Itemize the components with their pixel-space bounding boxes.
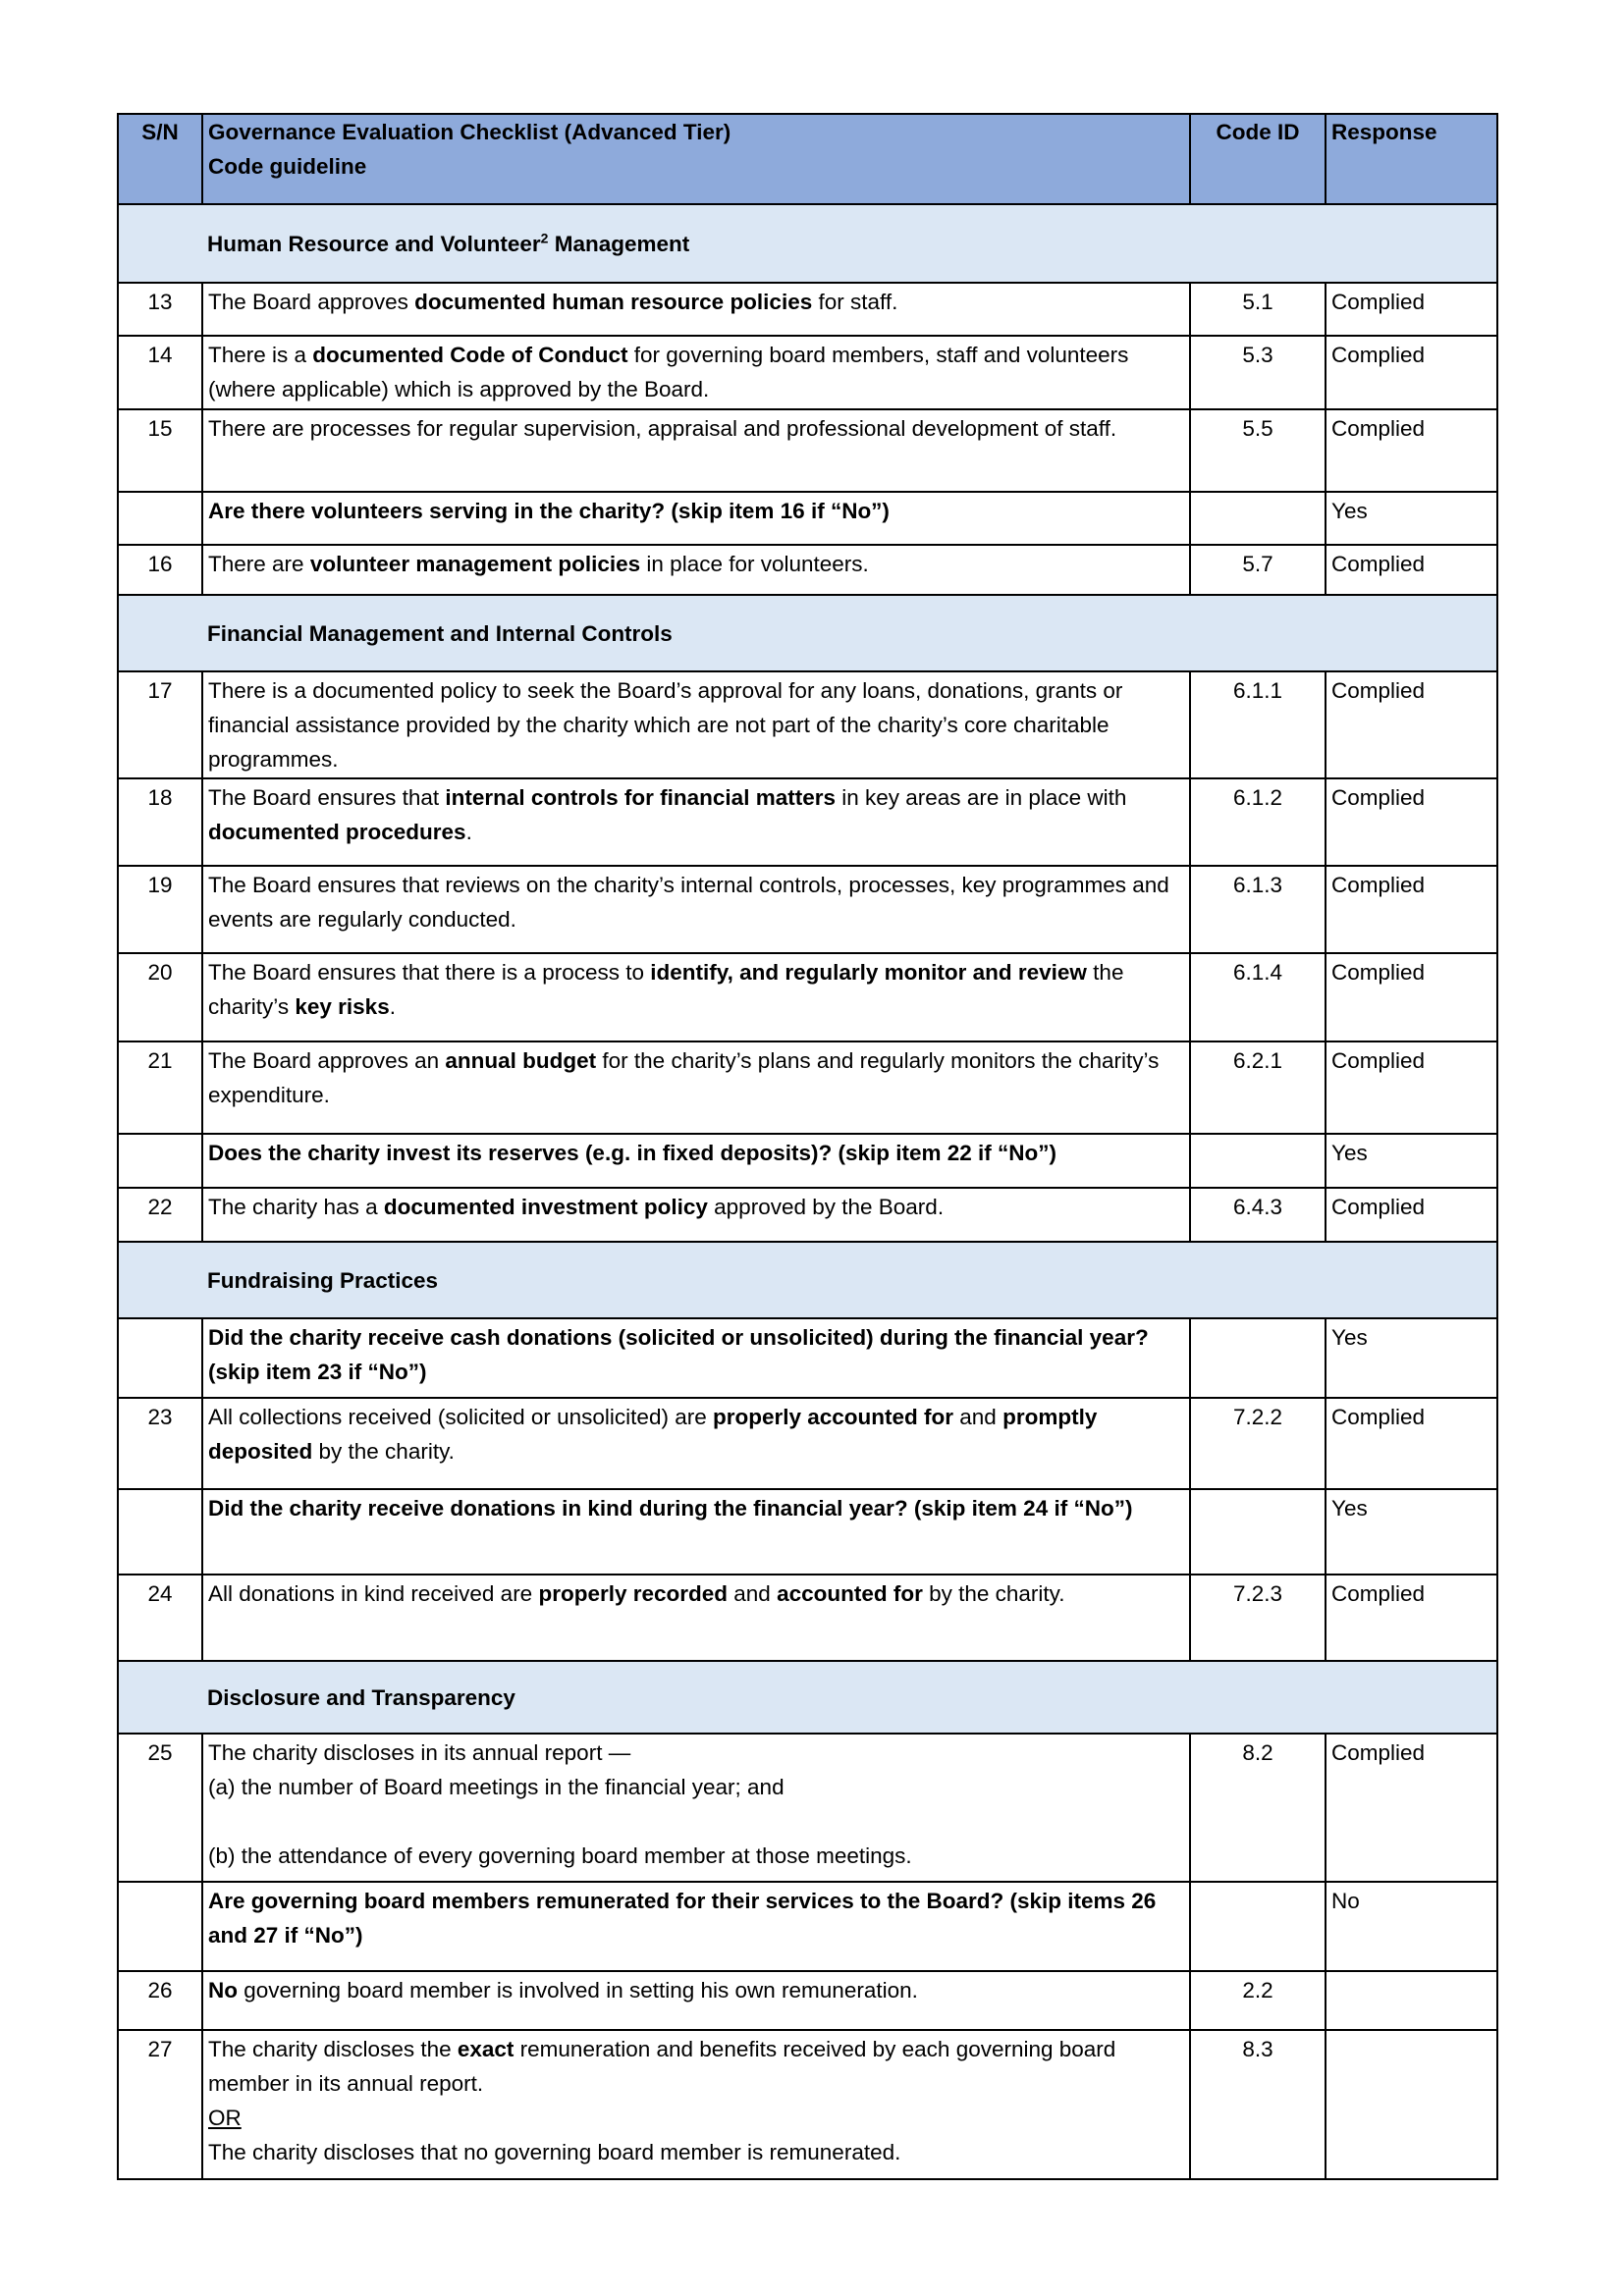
response-cell: Yes xyxy=(1326,1489,1497,1575)
table-row: 26 No governing board member is involved in setting his own remuneration. 2.2 xyxy=(118,1971,1497,2030)
section-title-disclosure: Disclosure and Transparency xyxy=(202,1661,1497,1734)
guideline-text: The charity has a documented investment policy approved by the Board. xyxy=(202,1188,1190,1242)
table-row: 14 There is a documented Code of Conduct for governing board members, staff and volunteers (where applicable) which is approved by the Board. 5.3 Complied xyxy=(118,336,1497,409)
question-text: Are governing board members remunerated for their services to the Board? (skip items 26 and 27 if “No”) xyxy=(202,1882,1190,1971)
table-row: 24 All donations in kind received are properly recorded and accounted for by the charity. 7.2.3 Complied xyxy=(118,1575,1497,1661)
response-cell: Complied xyxy=(1326,778,1497,866)
header-response: Response xyxy=(1326,114,1497,204)
guideline-text: There are processes for regular supervision, appraisal and professional development of staff. xyxy=(202,409,1190,492)
governance-checklist-table xyxy=(117,113,1498,2180)
question-text: Did the charity receive cash donations (solicited or unsolicited) during the financial year? (skip item 23 if “No”) xyxy=(202,1318,1190,1398)
guideline-text: All collections received (solicited or unsolicited) are properly accounted for and promptly deposited by the charity. xyxy=(202,1398,1190,1489)
section-title-hr: Human Resource and Volunteer$^2$ Management xyxy=(202,204,1497,283)
table-row: 13 The Board approves documented human resource policies for staff. 5.1 Complied xyxy=(118,283,1497,336)
question-text: Does the charity invest its reserves (e.g. in fixed deposits)? (skip item 22 if “No”) xyxy=(202,1134,1190,1188)
response-cell: Complied xyxy=(1326,1041,1497,1134)
guideline-text: The Board approves an annual budget for the charity’s plans and regularly monitors the charity’s expenditure. xyxy=(202,1041,1190,1134)
response-cell: Yes xyxy=(1326,1134,1497,1188)
table-row: 20 The Board ensures that there is a process to identify, and regularly monitor and review the charity’s key risks. 6.1.4 Complied xyxy=(118,953,1497,1041)
response-cell: Complied xyxy=(1326,1575,1497,1661)
guideline-text: The Board ensures that internal controls for financial matters in key areas are in place with documented procedures. xyxy=(202,778,1190,866)
response-cell: Yes xyxy=(1326,1318,1497,1398)
guideline-text: The Board ensures that there is a process to identify, and regularly monitor and review the charity’s key risks. xyxy=(202,953,1190,1041)
guideline-text: The charity discloses in its annual report — (a) the number of Board meetings in the financial year; and (b) the attendance of every governing board member at those meetings. xyxy=(202,1734,1190,1882)
response-cell xyxy=(1326,2030,1497,2179)
response-cell: Complied xyxy=(1326,1398,1497,1489)
response-cell: Complied xyxy=(1326,545,1497,595)
question-row xyxy=(118,1134,1497,1188)
response-cell: Yes xyxy=(1326,492,1497,545)
response-cell: Complied xyxy=(1326,671,1497,778)
response-cell: Complied xyxy=(1326,953,1497,1041)
response-cell: Complied xyxy=(1326,1734,1497,1882)
table-row: 17 There is a documented policy to seek the Board’s approval for any loans, donations, grants or financial assistance provided by the charity which are not part of the charity’s core charitable programmes. 6.1.1 Complied xyxy=(118,671,1497,778)
section-hr-row xyxy=(118,204,1497,283)
question-row xyxy=(118,492,1497,545)
table-row: 22 The charity has a documented investment policy approved by the Board. 6.4.3 Complied xyxy=(118,1188,1497,1242)
section-title-fundraising: Fundraising Practices xyxy=(202,1242,1497,1318)
question-row xyxy=(118,1489,1497,1575)
table-row: 21 The Board approves an annual budget for the charity’s plans and regularly monitors the charity’s expenditure. 6.2.1 Complied xyxy=(118,1041,1497,1134)
guideline-text: There is a documented policy to seek the Board’s approval for any loans, donations, grants or financial assistance provided by the charity which are not part of the charity’s core charitable programmes. xyxy=(202,671,1190,778)
response-cell: Complied xyxy=(1326,866,1497,953)
question-row xyxy=(118,1318,1497,1398)
response-cell xyxy=(1326,1971,1497,2030)
section-fundraising-row xyxy=(118,1242,1497,1318)
response-cell: Complied xyxy=(1326,283,1497,336)
question-row xyxy=(118,1882,1497,1971)
table-row: 19 The Board ensures that reviews on the charity’s internal controls, processes, key programmes and events are regularly conducted. 6.1.3 Complied xyxy=(118,866,1497,953)
guideline-text: The Board approves documented human resource policies for staff. xyxy=(202,283,1190,336)
guideline-text: There are volunteer management policies in place for volunteers. xyxy=(202,545,1190,595)
response-cell: Complied xyxy=(1326,1188,1497,1242)
header-title xyxy=(202,114,1190,204)
header-code-id: Code ID xyxy=(1190,114,1326,204)
or-label: OR xyxy=(208,2106,242,2130)
response-cell: Complied xyxy=(1326,336,1497,409)
table-row: 16 There are volunteer management policies in place for volunteers. 5.7 Complied xyxy=(118,545,1497,595)
table-row: 23 All collections received (solicited or unsolicited) are properly accounted for and promptly deposited by the charity. 7.2.2 Complied xyxy=(118,1398,1497,1489)
table-row: 18 The Board ensures that internal controls for financial matters in key areas are in place with documented procedures. 6.1.2 Complied xyxy=(118,778,1497,866)
table-row: 27 The charity discloses the exact remuneration and benefits received by each governing board member in its annual report. OR The charity discloses that no governing board member is remunerated. 8.3 xyxy=(118,2030,1497,2179)
table-header-row xyxy=(118,114,1497,204)
section-disclosure-row xyxy=(118,1661,1497,1734)
section-financial-row xyxy=(118,595,1497,671)
header-title-line1: Governance Evaluation Checklist (Advanced Tier) xyxy=(208,120,731,144)
response-cell: Complied xyxy=(1326,409,1497,492)
guideline-text: The charity discloses the exact remuneration and benefits received by each governing board member in its annual report. OR The charity discloses that no governing board member is remunerated. xyxy=(202,2030,1190,2179)
response-cell: No xyxy=(1326,1882,1497,1971)
question-text: Are there volunteers serving in the charity? (skip item 16 if “No”) xyxy=(202,492,1190,545)
guideline-text: The Board ensures that reviews on the charity’s internal controls, processes, key programmes and events are regularly conducted. xyxy=(202,866,1190,953)
header-title-line2: Code guideline xyxy=(208,154,367,179)
guideline-text: All donations in kind received are properly recorded and accounted for by the charity. xyxy=(202,1575,1190,1661)
table-row: 25 The charity discloses in its annual report — (a) the number of Board meetings in the financial year; and (b) the attendance of every governing board member at those meetings. 8.2 Complied xyxy=(118,1734,1497,1882)
guideline-text: There is a documented Code of Conduct for governing board members, staff and volunteers (where applicable) which is approved by the Board. xyxy=(202,336,1190,409)
question-text: Did the charity receive donations in kind during the financial year? (skip item 24 if “No”) xyxy=(202,1489,1190,1575)
header-sn: S/N xyxy=(118,114,202,204)
table-row: 15 There are processes for regular supervision, appraisal and professional development of staff. 5.5 Complied xyxy=(118,409,1497,492)
guideline-text: No governing board member is involved in setting his own remuneration. xyxy=(202,1971,1190,2030)
section-title-financial: Financial Management and Internal Controls xyxy=(202,595,1497,671)
